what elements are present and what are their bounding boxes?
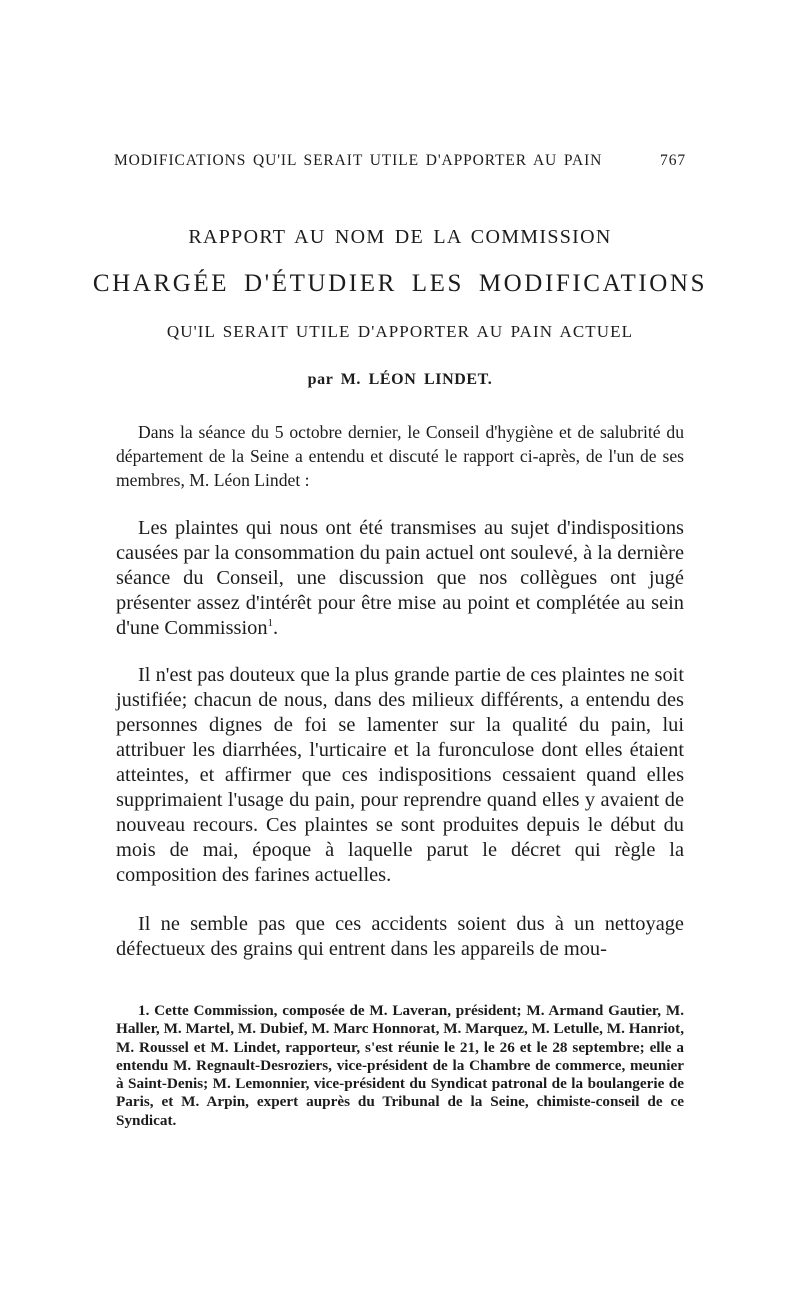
paragraph-3-text: Il ne semble pas que ces accidents soient dus à un nettoyage défectueux des grains qui entrent dans les appareils de mou- bbox=[116, 913, 684, 960]
footnote-reference: 1 bbox=[267, 617, 274, 630]
footnote-text: 1. Cette Commission, composée de M. Laveran, président; M. Armand Gautier, M. Haller, M. Martel, M. Dubief, M. Marc Honnorat, M. Marquez, M. Letulle, M. Hanriot, M. Roussel et M. Lindet, rapporteur, s'est réunie le 21, le 26 et le 28 septembre; elle a entendu M. Regnault-Desroziers, vice-président de la Chambre de commerce, meunier à Saint-Denis; M. Lemonnier, vice-président du Syndicat patronal de la boulangerie de Paris, et M. Arpin, expert auprès du Tribunal de la Seine, chimiste-conseil de ce Syndicat. bbox=[116, 1002, 684, 1129]
paragraph-3 bbox=[116, 912, 684, 962]
report-title-line-1: RAPPORT AU NOM DE LA COMMISSION bbox=[188, 226, 612, 248]
paragraph-1 bbox=[116, 516, 684, 641]
report-title-line-3: QU'IL SERAIT UTILE D'APPORTER AU PAIN ACTUEL bbox=[166, 322, 634, 341]
running-header bbox=[114, 152, 686, 170]
page-number: 767 bbox=[660, 152, 686, 169]
footnote bbox=[116, 1002, 684, 1130]
intro-text: Dans la séance du 5 octobre dernier, le Conseil d'hygiène et de salubrité du département de la Seine a entendu et discuté le rapport ci-après, de l'un de ses membres, M. Léon Lindet : bbox=[116, 422, 684, 490]
author-line: par M. LÉON LINDET. bbox=[307, 371, 493, 388]
intro-paragraph bbox=[116, 420, 684, 492]
paragraph-2-text: Il n'est pas douteux que la plus grande partie de ces plaintes ne soit justifiée; chacun de nous, dans des milieux différents, a entendu des personnes dignes de foi se lamenter sur la qualité du pain, lui attribuer les diarrhées, l'urticaire et la furonculose dont elles étaient atteintes, et affirmer que ces indispositions cessaient quand elles supprimaient l'usage du pain, pour reprendre quand elles y avaient de nouveau recours. Ces plaintes se sont produites depuis le début du mois de mai, époque à laquelle parut le décret qui règle la composition des farines actuelles. bbox=[116, 664, 684, 886]
running-title: MODIFICATIONS QU'IL SERAIT UTILE D'APPORTER AU PAIN bbox=[114, 152, 603, 169]
paragraph-1-text: Les plaintes qui nous ont été transmises au sujet d'indispositions causées par la consommation du pain actuel ont soulevé, à la dernière séance du Conseil, une discussion que nos collègues ont jugé présenter assez d'intérêt pour être mise au point et complétée au sein d'une Commission bbox=[116, 517, 684, 639]
paragraph-1-end: . bbox=[273, 617, 279, 639]
report-title-line-2: CHARGÉE D'ÉTUDIER LES MODIFICATIONS bbox=[92, 270, 708, 297]
paragraph-2 bbox=[116, 663, 684, 888]
